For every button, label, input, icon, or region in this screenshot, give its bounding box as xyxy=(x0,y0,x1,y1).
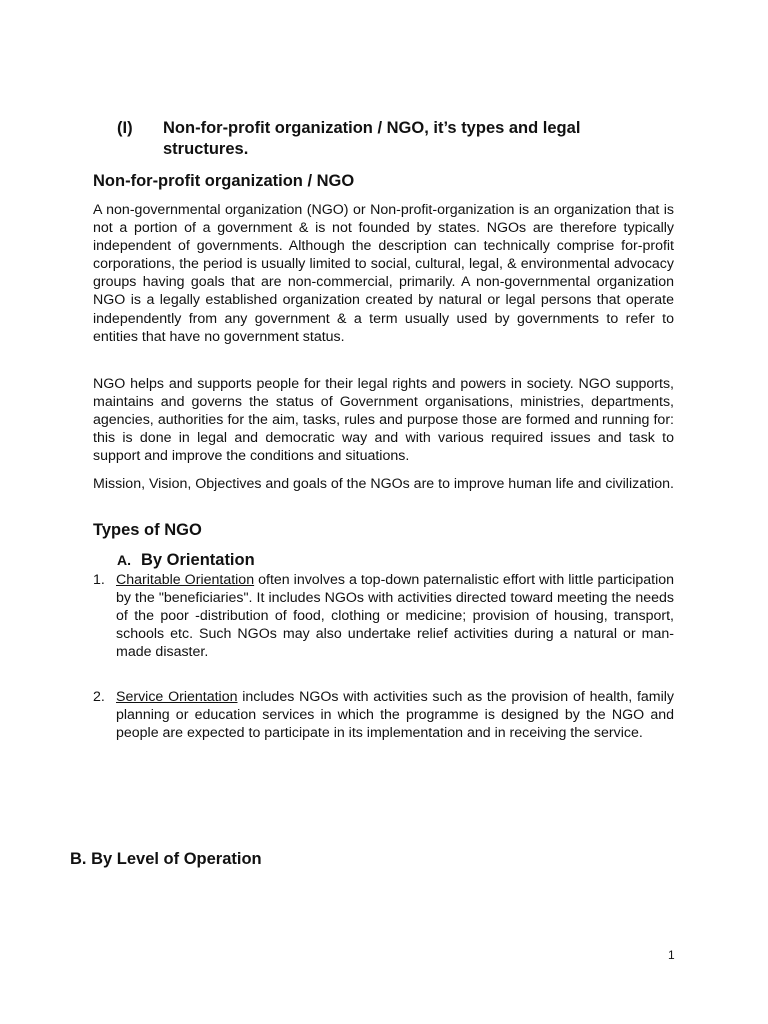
section-title: Non-for-profit organization / NGO, it’s types and legal structures. xyxy=(163,119,581,158)
paragraph-support: NGO helps and supports people for their legal rights and powers in society. NGO supports, maintains and governs the status of Government organisations, ministries, departments, agencies, authorities for the aim, tasks, rules and purpose those are formed and running for: this is done in legal and democratic way and with various required issues and task to support and improve the conditions and situations. xyxy=(93,376,674,465)
level-heading: B. By Level of Operation xyxy=(70,850,262,868)
orientation-heading xyxy=(117,550,255,570)
list-item-text: often involves a top-down paternalistic effort with little participation by the "beneficiaries". It includes NGOs with activities directed toward meeting the needs of the poor -distribution of food, clothing or medicine; provision of housing, transport, schools etc. Such NGOs may also undertake relief activities during a natural or man-made disaster. xyxy=(116,572,675,661)
list-item-charitable xyxy=(93,571,674,661)
orientation-title: By Orientation xyxy=(141,551,255,569)
section-heading xyxy=(117,118,657,160)
list-item-term: Service Orientation xyxy=(116,689,238,705)
ngo-heading: Non-for-profit organization / NGO xyxy=(93,172,355,190)
list-item-term: Charitable Orientation xyxy=(116,572,255,588)
paragraph-mission: Mission, Vision, Objectives and goals of the NGOs are to improve human life and civilization. xyxy=(93,476,674,492)
section-number: (I) xyxy=(117,119,133,137)
orientation-letter: A. xyxy=(117,552,131,568)
list-item-service xyxy=(93,688,674,742)
types-heading: Types of NGO xyxy=(93,521,202,539)
list-item-body xyxy=(116,688,674,742)
list-marker: 2. xyxy=(93,689,105,705)
list-marker: 1. xyxy=(93,572,105,588)
paragraph-definition: A non-governmental organization (NGO) or Non-profit-organization is an organization that is not a portion of a government & is not founded by states. NGOs are therefore typically independent of governments. Although the description can technically comprise for-profit corporations, the period is usually limited to social, cultural, legal, & environmental advocacy groups having goals that are non-commercial, primarily. A non-governmental organization NGO is a legally established organization created by natural or legal persons that operate independently from any government & a term usually used by governments to refer to entities that have no government status. xyxy=(93,202,674,345)
list-item-text: includes NGOs with activities such as the provision of health, family planning or education services in which the programme is designed by the NGO and people are expected to participate in its implementation and in receiving the service. xyxy=(116,689,674,742)
list-item-body xyxy=(116,571,674,661)
page-number: 1 xyxy=(668,948,675,962)
